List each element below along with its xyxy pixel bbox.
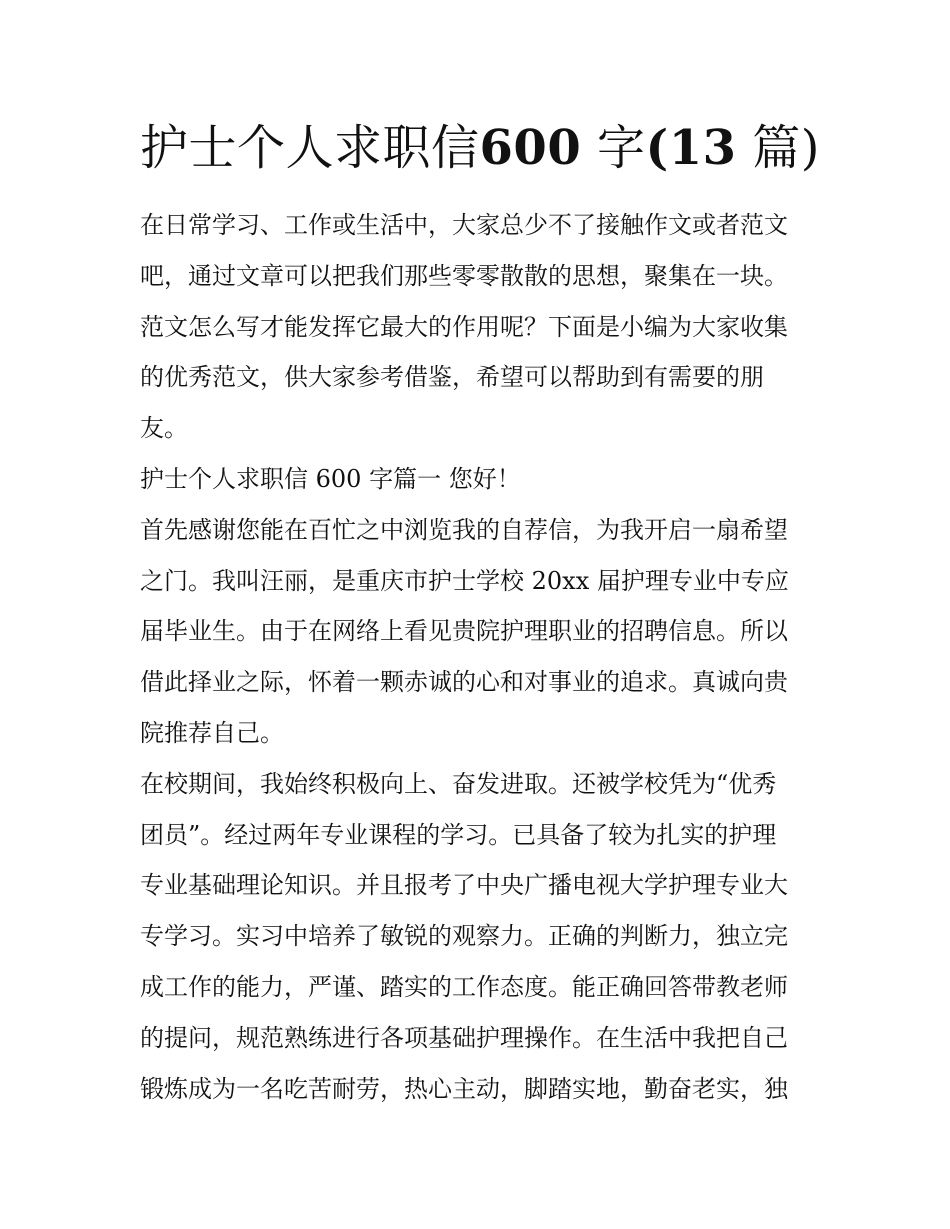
text-line: 成工作的能力，严谨、踏实的工作态度。能正确回答带教老师	[140, 972, 788, 1001]
text-line: 借此择业之际，怀着一颗赤诚的心和对事业的追求。真诚向贵	[140, 668, 788, 697]
document-content	[140, 118, 821, 1114]
text-line: 届毕业生。由于在网络上看见贵院护理职业的招聘信息。所以	[140, 617, 788, 646]
text-line: 锻炼成为一名吃苦耐劳，热心主动，脚踏实地，勤奋老实，独	[140, 1074, 788, 1103]
text-line: 在日常学习、工作或生活中，大家总少不了接触作文或者范文	[140, 211, 788, 239]
title-number: 600	[479, 120, 582, 176]
text-line: 院推荐自己。	[140, 718, 284, 747]
text-line: 吧，通过文章可以把我们那些零零散散的思想，聚集在一块。	[140, 261, 788, 290]
text-line: 友。	[140, 414, 188, 443]
text-line: 团员”。经过两年专业课程的学习。已具备了较为扎实的护理	[140, 820, 777, 849]
text-line: 专业基础理论知识。并且报考了中央广播电视大学护理专业大	[140, 871, 788, 900]
paragraph-intro	[140, 200, 812, 454]
title-tail: 篇)	[752, 120, 821, 176]
paragraph-opening	[140, 505, 812, 759]
text-line: 的提问，规范熟练进行各项基础护理操作。在生活中我把自己	[140, 1023, 788, 1052]
text-line: 专学习。实习中培养了敏锐的观察力。正确的判断力，独立完	[140, 922, 788, 951]
text-line: 首先感谢您能在百忙之中浏览我的自荐信，为我开启一扇希望	[140, 515, 788, 544]
paragraph-school-experience	[140, 759, 812, 1115]
text-line: 护士个人求职信 600 字篇一 您好！	[140, 464, 521, 493]
text-line: 范文怎么写才能发挥它最大的作用呢？下面是小编为大家收集	[140, 312, 788, 341]
title-prefix: 护士个人求职信	[140, 120, 480, 176]
document-title	[140, 118, 821, 178]
text-line: 之门。我叫汪丽，是重庆市护士学校 20xx 届护理专业中专应	[140, 566, 789, 595]
text-line: 的优秀范文，供大家参考借鉴，希望可以帮助到有需要的朋	[140, 363, 764, 392]
section-heading-letter-one	[140, 454, 812, 505]
title-middle: 字	[596, 120, 646, 176]
text-line: 在校期间，我始终积极向上、奋发进取。还被学校凭为“优秀	[140, 769, 777, 798]
title-count: (13	[645, 120, 737, 176]
